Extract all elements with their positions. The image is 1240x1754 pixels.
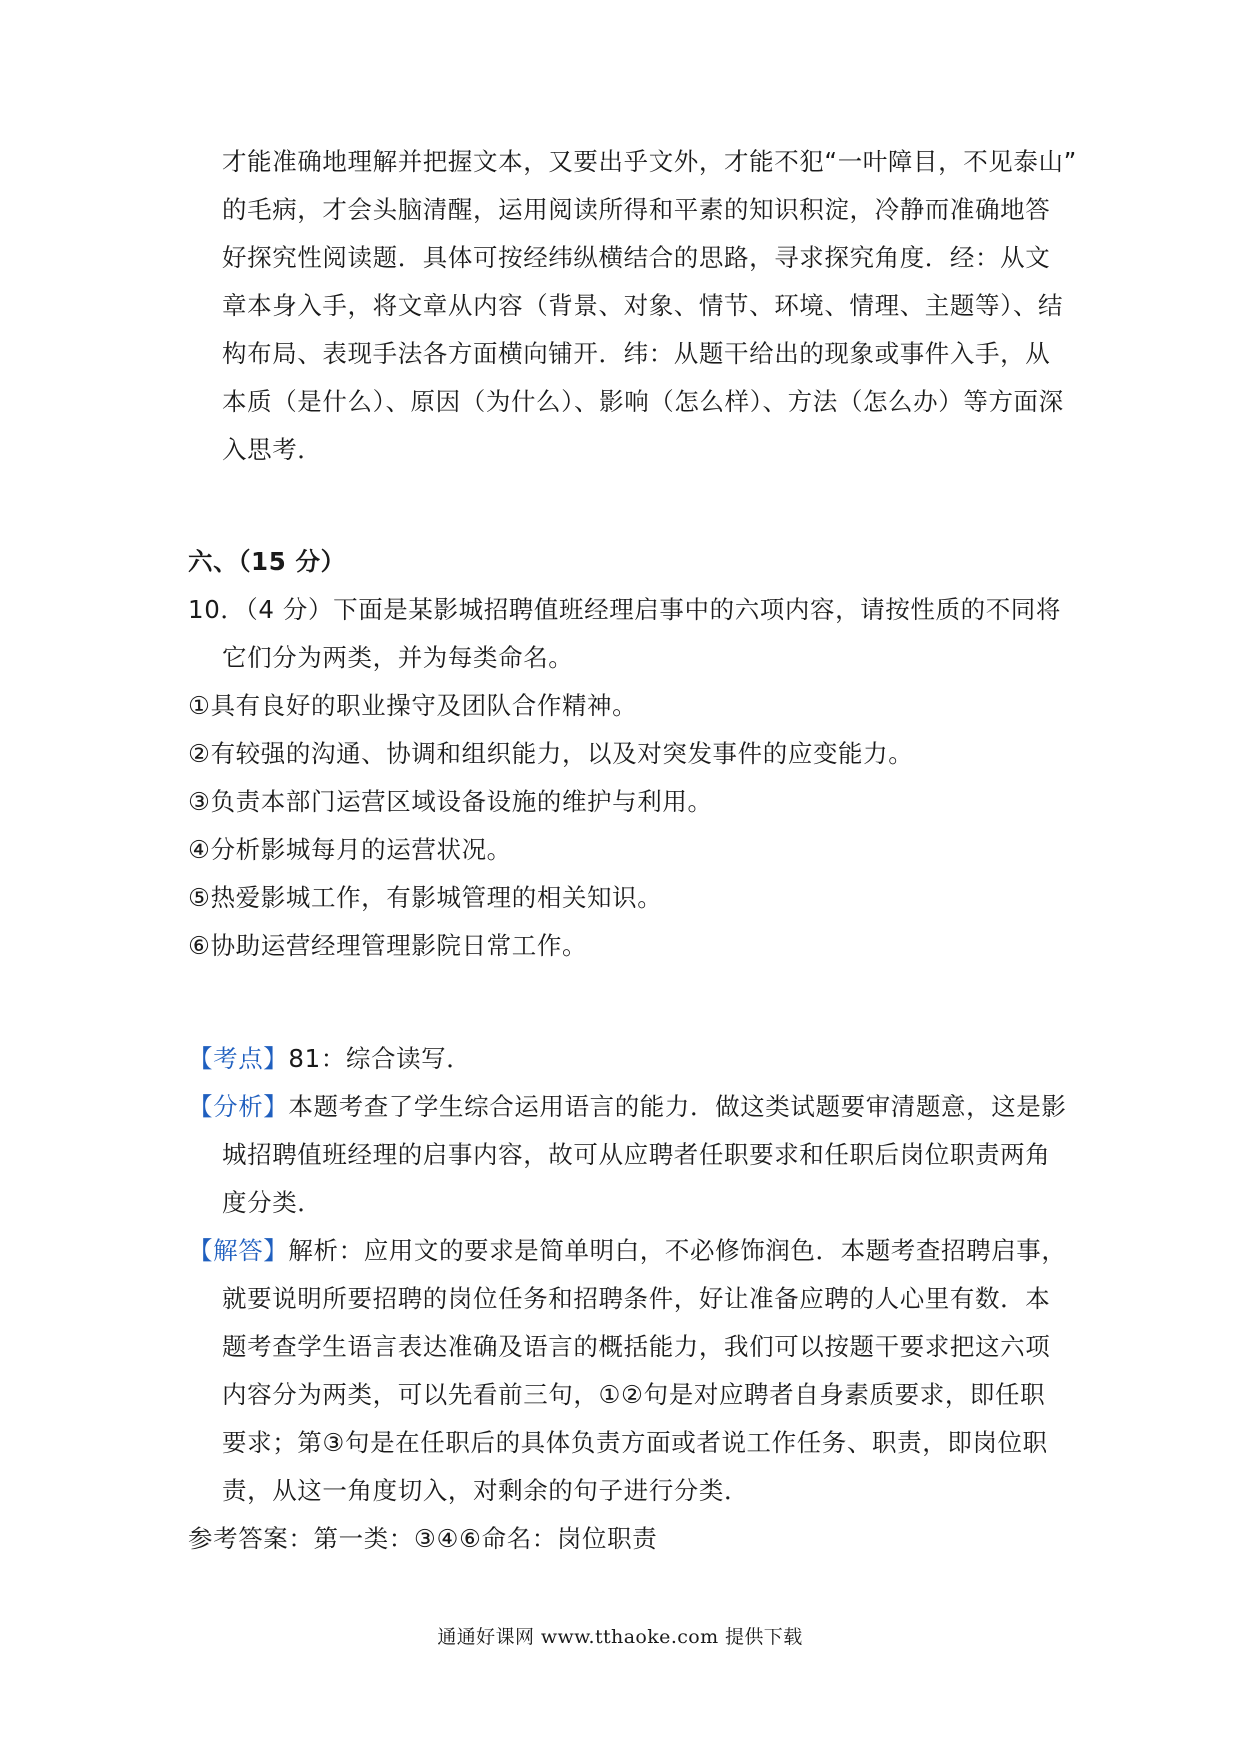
section-heading: 六、（15 分） [188, 547, 346, 576]
question-line-1: 10．（4 分）下面是某影城招聘值班经理启事中的六项内容，请按性质的不同将 [188, 595, 1061, 624]
kaodian-line [188, 1043, 471, 1075]
intro-line-1: 才能准确地理解并把握文本，又要出乎文外，才能不犯“一叶障目，不见泰山” [222, 147, 1077, 176]
page-footer: 通通好课网 www.tthaoke.com 提供下载 [437, 1626, 803, 1648]
question-item-5: ⑤热爱影城工作，有影城管理的相关知识。 [188, 883, 663, 912]
kaodian-text: 81：综合读写． [288, 1044, 472, 1073]
jieda-label: 【解答】 [188, 1236, 289, 1265]
jieda-line-6: 责，从这一角度切入，对剩余的句子进行分类． [222, 1476, 750, 1505]
fenxi-text: 本题考查了学生综合运用语言的能力．做这类试题要审清题意，这是影 [288, 1092, 1067, 1121]
jieda-line-3: 题考查学生语言表达准确及语言的概括能力，我们可以按题干要求把这六项 [222, 1332, 1051, 1361]
intro-line-5: 构布局、表现手法各方面横向铺开．纬：从题干给出的现象或事件入手，从 [222, 339, 1051, 368]
reference-answer: 参考答案：第一类：③④⑥命名：岗位职责 [188, 1524, 658, 1553]
question-item-4: ④分析影城每月的运营状况。 [188, 835, 512, 864]
intro-line-2: 的毛病，才会头脑清醒，运用阅读所得和平素的知识积淀，冷静而准确地答 [222, 195, 1051, 224]
jieda-line-1 [188, 1235, 1067, 1267]
kaodian-label: 【考点】 [188, 1044, 289, 1073]
question-line-2: 它们分为两类，并为每类命名。 [222, 643, 574, 672]
question-item-6: ⑥协助运营经理管理影院日常工作。 [188, 931, 588, 960]
question-item-3: ③负责本部门运营区域设备设施的维护与利用。 [188, 787, 713, 816]
jieda-text: 解析：应用文的要求是简单明白，不必修饰润色．本题考查招聘启事， [288, 1236, 1067, 1265]
intro-line-7: 入思考． [222, 435, 323, 464]
jieda-line-5: 要求；第③句是在任职后的具体负责方面或者说工作任务、职责，即岗位职 [222, 1428, 1048, 1457]
fenxi-label: 【分析】 [188, 1092, 289, 1121]
jieda-line-4: 内容分为两类，可以先看前三句，①②句是对应聘者自身素质要求，即任职 [222, 1380, 1046, 1409]
intro-line-6: 本质（是什么）、原因（为什么）、影响（怎么样）、方法（怎么办）等方面深 [222, 387, 1064, 416]
fenxi-line-1 [188, 1091, 1067, 1123]
intro-line-4: 章本身入手，将文章从内容（背景、对象、情节、环境、情理、主题等）、结 [222, 291, 1064, 320]
fenxi-line-2: 城招聘值班经理的启事内容，故可从应聘者任职要求和任职后岗位职责两角 [222, 1140, 1051, 1169]
fenxi-line-3: 度分类． [222, 1188, 323, 1217]
question-item-2: ②有较强的沟通、协调和组织能力，以及对突发事件的应变能力。 [188, 739, 914, 768]
jieda-line-2: 就要说明所要招聘的岗位任务和招聘条件，好让准备应聘的人心里有数．本 [222, 1284, 1051, 1313]
intro-line-3: 好探究性阅读题．具体可按经纬纵横结合的思路，寻求探究角度．经：从文 [222, 243, 1051, 272]
question-item-1: ①具有良好的职业操守及团队合作精神。 [188, 691, 638, 720]
